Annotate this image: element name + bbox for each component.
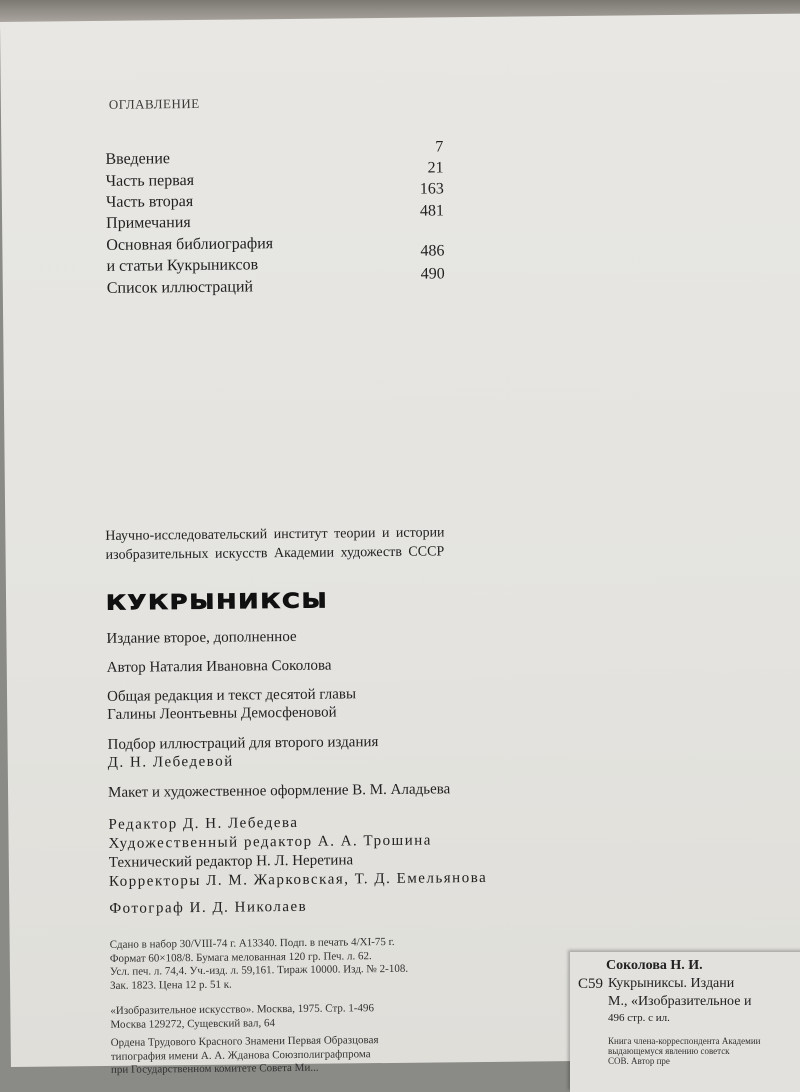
print-details <box>110 936 409 993</box>
card-note <box>608 1036 760 1066</box>
selection-credit: Подбор иллюстраций для второго издания <box>107 734 379 753</box>
toc-item-label: Примечания <box>106 214 191 232</box>
card-note-line: выдающемуся явлению советск <box>608 1046 730 1056</box>
print-detail-line: Формат 60×108/8. Бумага мелованная 120 гр. Печ. л. 62. <box>109 949 372 965</box>
printer-line: типография имени А. А. Жданова Союзполиграфпрома <box>110 1047 371 1063</box>
printer-line: Ордена Трудового Красного Знамени Первая Образцовая <box>110 1034 379 1049</box>
toc-item-page: 163 <box>419 180 444 198</box>
toc-item-label: Часть первая <box>105 171 195 190</box>
selection-credit: Д. Н. Лебедевой <box>107 753 234 771</box>
edition-note: Издание второе, дополненное <box>106 628 297 647</box>
publisher-line: «Изобразительное искусство». Москва, 1975. Стр. 1-496 <box>110 1002 375 1017</box>
printer-info <box>111 1034 379 1077</box>
toc-item-page: 7 <box>435 138 444 156</box>
toc-item-page: 490 <box>420 265 445 283</box>
toc-item-label: и статьи Кукрыниксов <box>106 256 259 275</box>
photographer-credit: Фотограф И. Д. Николаев <box>109 898 308 917</box>
layout-credit: Макет и художественное оформление В. М. Аладьева <box>107 781 451 801</box>
publisher-line: Москва 129272, Сущевский вал, 64 <box>110 1016 276 1031</box>
editing-credit: Общая редакция и текст десятой главы <box>106 686 357 705</box>
card-note-line: Книга члена-корреспондента Академии <box>608 1036 761 1046</box>
toc-item-page: 21 <box>427 159 444 177</box>
printer-line: при Государственном комитете Совета Ми... <box>110 1061 319 1076</box>
editing-credit: Галины Леонтьевны Демосфеновой <box>107 704 337 723</box>
institute-line: изобразительных искусств Академии художеств СССР <box>105 544 445 563</box>
tech-editor-credit: Технический редактор Н. Л. Неретина <box>108 852 354 871</box>
toc-item-label: Основная библиография <box>106 235 274 254</box>
print-detail-line: Усл. печ. л. 74,4. Уч.-изд. л. 59,161. Тираж 10000. Изд. № 2-108. <box>109 962 409 978</box>
card-author: Соколова Н. И. <box>606 958 703 973</box>
institute-name <box>105 523 445 565</box>
toc-heading: ОГЛАВЛЕНИЕ <box>108 95 200 112</box>
institute-line: Научно-исследовательский институт теории и истории <box>105 525 445 544</box>
card-publisher-line: М., «Изобразительное и <box>608 994 752 1009</box>
book-title: КУКРЫНИКСЫ <box>105 588 329 615</box>
card-note-line: СОВ. Автор пре <box>608 1056 670 1066</box>
catalog-card <box>570 952 800 1092</box>
toc-item-label: Введение <box>105 150 171 168</box>
toc-item-label: Список иллюстраций <box>106 278 254 297</box>
editor-credit: Редактор Д. Н. Лебедева <box>108 814 299 833</box>
card-pages-line: 496 стр. с ил. <box>608 1012 670 1024</box>
card-title-line: Кукрыниксы. Издани <box>608 976 735 991</box>
publisher-info <box>110 1002 374 1032</box>
print-detail-line: Сдано в набор 30/VIII-74 г. А13340. Подп. в печать 4/XI-75 г. <box>109 935 395 951</box>
card-code: С59 <box>578 976 604 992</box>
author-credit: Автор Наталия Ивановна Соколова <box>106 657 332 676</box>
toc-item-page: 481 <box>419 202 445 220</box>
toc-item-label: Часть вторая <box>105 192 194 211</box>
toc-item-page: 486 <box>420 242 445 260</box>
book-page <box>0 14 800 1076</box>
print-detail-line: Зак. 1823. Цена 12 р. 51 к. <box>110 978 232 992</box>
art-editor-credit: Художественный редактор А. А. Трошина <box>108 832 432 852</box>
proofreaders-credit: Корректоры Л. М. Жарковская, Т. Д. Емельянова <box>108 869 488 890</box>
